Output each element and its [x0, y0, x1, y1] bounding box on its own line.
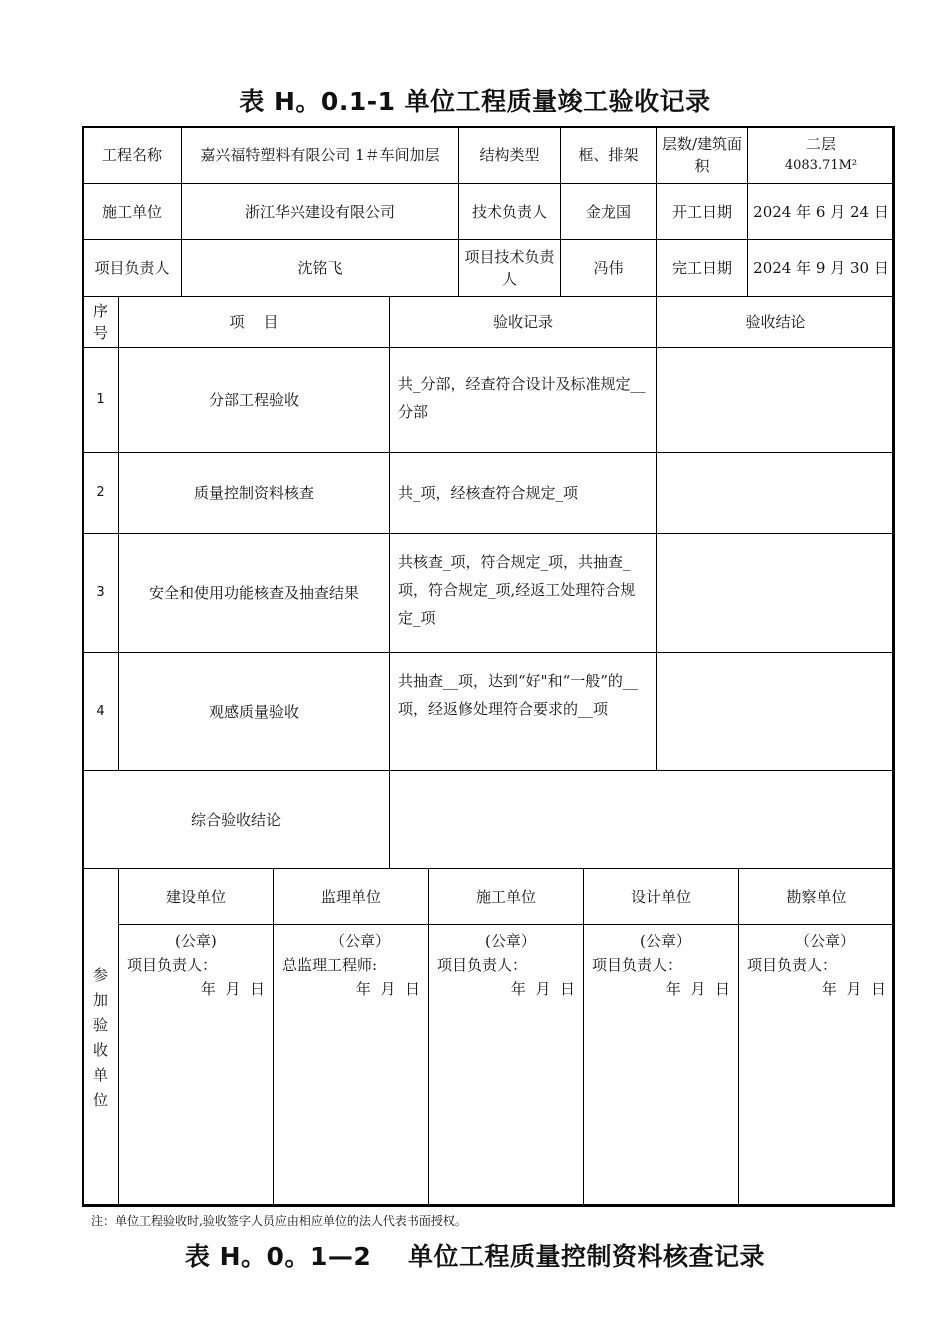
seal-label: (公章） — [485, 932, 536, 950]
participants-table — [82, 868, 895, 1207]
start-date-value: 2024 年 6 月 24 日 — [748, 184, 895, 240]
unit-name: 设计单位 — [584, 869, 739, 925]
project-name-label: 工程名称 — [83, 127, 182, 184]
table-row — [83, 653, 895, 771]
next-table-title: 表 H。0。1—2 单位工程质量控制资料核查记录 — [184, 1242, 766, 1271]
signer-label: 总监理工程师: — [282, 956, 378, 974]
row-record: 共核查_项，符合规定_项，共抽查_项，符合规定_项,经返工处理符合规定_项 — [390, 534, 657, 653]
contractor-label: 施工单位 — [83, 184, 182, 240]
unit-name: 建设单位 — [119, 869, 274, 925]
row-number: 4 — [83, 653, 119, 771]
seal-label: （公章） — [795, 932, 856, 950]
summary-label: 综合验收结论 — [83, 771, 390, 869]
project-tech-lead-label: 项目技术负责人 — [459, 240, 561, 297]
signer-label: 项目负责人： — [592, 956, 683, 974]
col-item-header: 项 目 — [119, 297, 390, 348]
table-row — [83, 348, 895, 453]
col-no-header: 序号 — [83, 297, 119, 348]
col-conclusion-header: 验收结论 — [657, 297, 895, 348]
footnote: 注：单位工程验收时,验收签字人员应由相应单位的法人代表书面授权。 — [91, 1214, 467, 1228]
unit-signature-cell — [584, 925, 739, 1207]
inspection-table — [82, 296, 895, 869]
seal-label: （公章） — [330, 932, 391, 950]
project-name-value: 嘉兴福特塑料有限公司 1＃车间加层 — [182, 127, 459, 184]
row-conclusion — [657, 653, 895, 771]
unit-signature-cell — [274, 925, 429, 1207]
table-row — [83, 453, 895, 534]
participants-side-label — [83, 869, 119, 1207]
end-date-label: 完工日期 — [657, 240, 748, 297]
row-conclusion — [657, 453, 895, 534]
date-label: 年 月 日 — [821, 980, 886, 998]
row-conclusion — [657, 534, 895, 653]
unit-signature-cell — [739, 925, 895, 1207]
unit-name: 监理单位 — [274, 869, 429, 925]
summary-value — [390, 771, 895, 869]
row-item: 安全和使用功能核查及抽查结果 — [119, 534, 390, 653]
row-item: 质量控制资料核查 — [119, 453, 390, 534]
contractor-value: 浙江华兴建设有限公司 — [182, 184, 459, 240]
date-label: 年 月 日 — [355, 980, 420, 998]
project-manager-value: 沈铭飞 — [182, 240, 459, 297]
row-record: 共_分部，经查符合设计及标准规定__分部 — [390, 348, 657, 453]
unit-name: 施工单位 — [429, 869, 584, 925]
project-tech-lead-value: 冯伟 — [561, 240, 657, 297]
unit-signature-cell — [119, 925, 274, 1207]
seal-label: (公章) — [175, 932, 217, 950]
signer-label: 项目负责人： — [127, 956, 218, 974]
signer-label: 项目负责人： — [747, 956, 838, 974]
area-value: 4083.71M² — [784, 158, 858, 173]
row-record: 共_项，经核查符合规定_项 — [390, 453, 657, 534]
structure-type-label: 结构类型 — [459, 127, 561, 184]
row-number: 3 — [83, 534, 119, 653]
project-manager-label: 项目负责人 — [83, 240, 182, 297]
row-conclusion — [657, 348, 895, 453]
project-info-table — [82, 126, 895, 297]
participants-side-text: 参加验收单位 — [92, 965, 108, 1109]
row-item: 分部工程验收 — [119, 348, 390, 453]
end-date-value: 2024 年 9 月 30 日 — [748, 240, 895, 297]
table-row — [83, 534, 895, 653]
page-title: 表 H。0.1-1 单位工程质量竣工验收记录 — [239, 87, 711, 116]
row-number: 2 — [83, 453, 119, 534]
floors-area-value — [748, 127, 895, 184]
unit-name: 勘察单位 — [739, 869, 895, 925]
signer-label: 项目负责人： — [437, 956, 528, 974]
seal-label: (公章） — [640, 932, 691, 950]
date-label: 年 月 日 — [510, 980, 575, 998]
tech-lead-label: 技术负责人 — [459, 184, 561, 240]
col-record-header: 验收记录 — [390, 297, 657, 348]
date-label: 年 月 日 — [665, 980, 730, 998]
row-item: 观感质量验收 — [119, 653, 390, 771]
floors-value: 二层 — [805, 135, 836, 153]
unit-signature-cell — [429, 925, 584, 1207]
row-record: 共抽查__项，达到“好"和“一般”的__项，经返修处理符合要求的__项 — [390, 653, 657, 771]
start-date-label: 开工日期 — [657, 184, 748, 240]
row-number: 1 — [83, 348, 119, 453]
floors-area-label: 层数/建筑面积 — [657, 127, 748, 184]
tech-lead-value: 金龙国 — [561, 184, 657, 240]
date-label: 年 月 日 — [200, 980, 265, 998]
structure-type-value: 框、排架 — [561, 127, 657, 184]
